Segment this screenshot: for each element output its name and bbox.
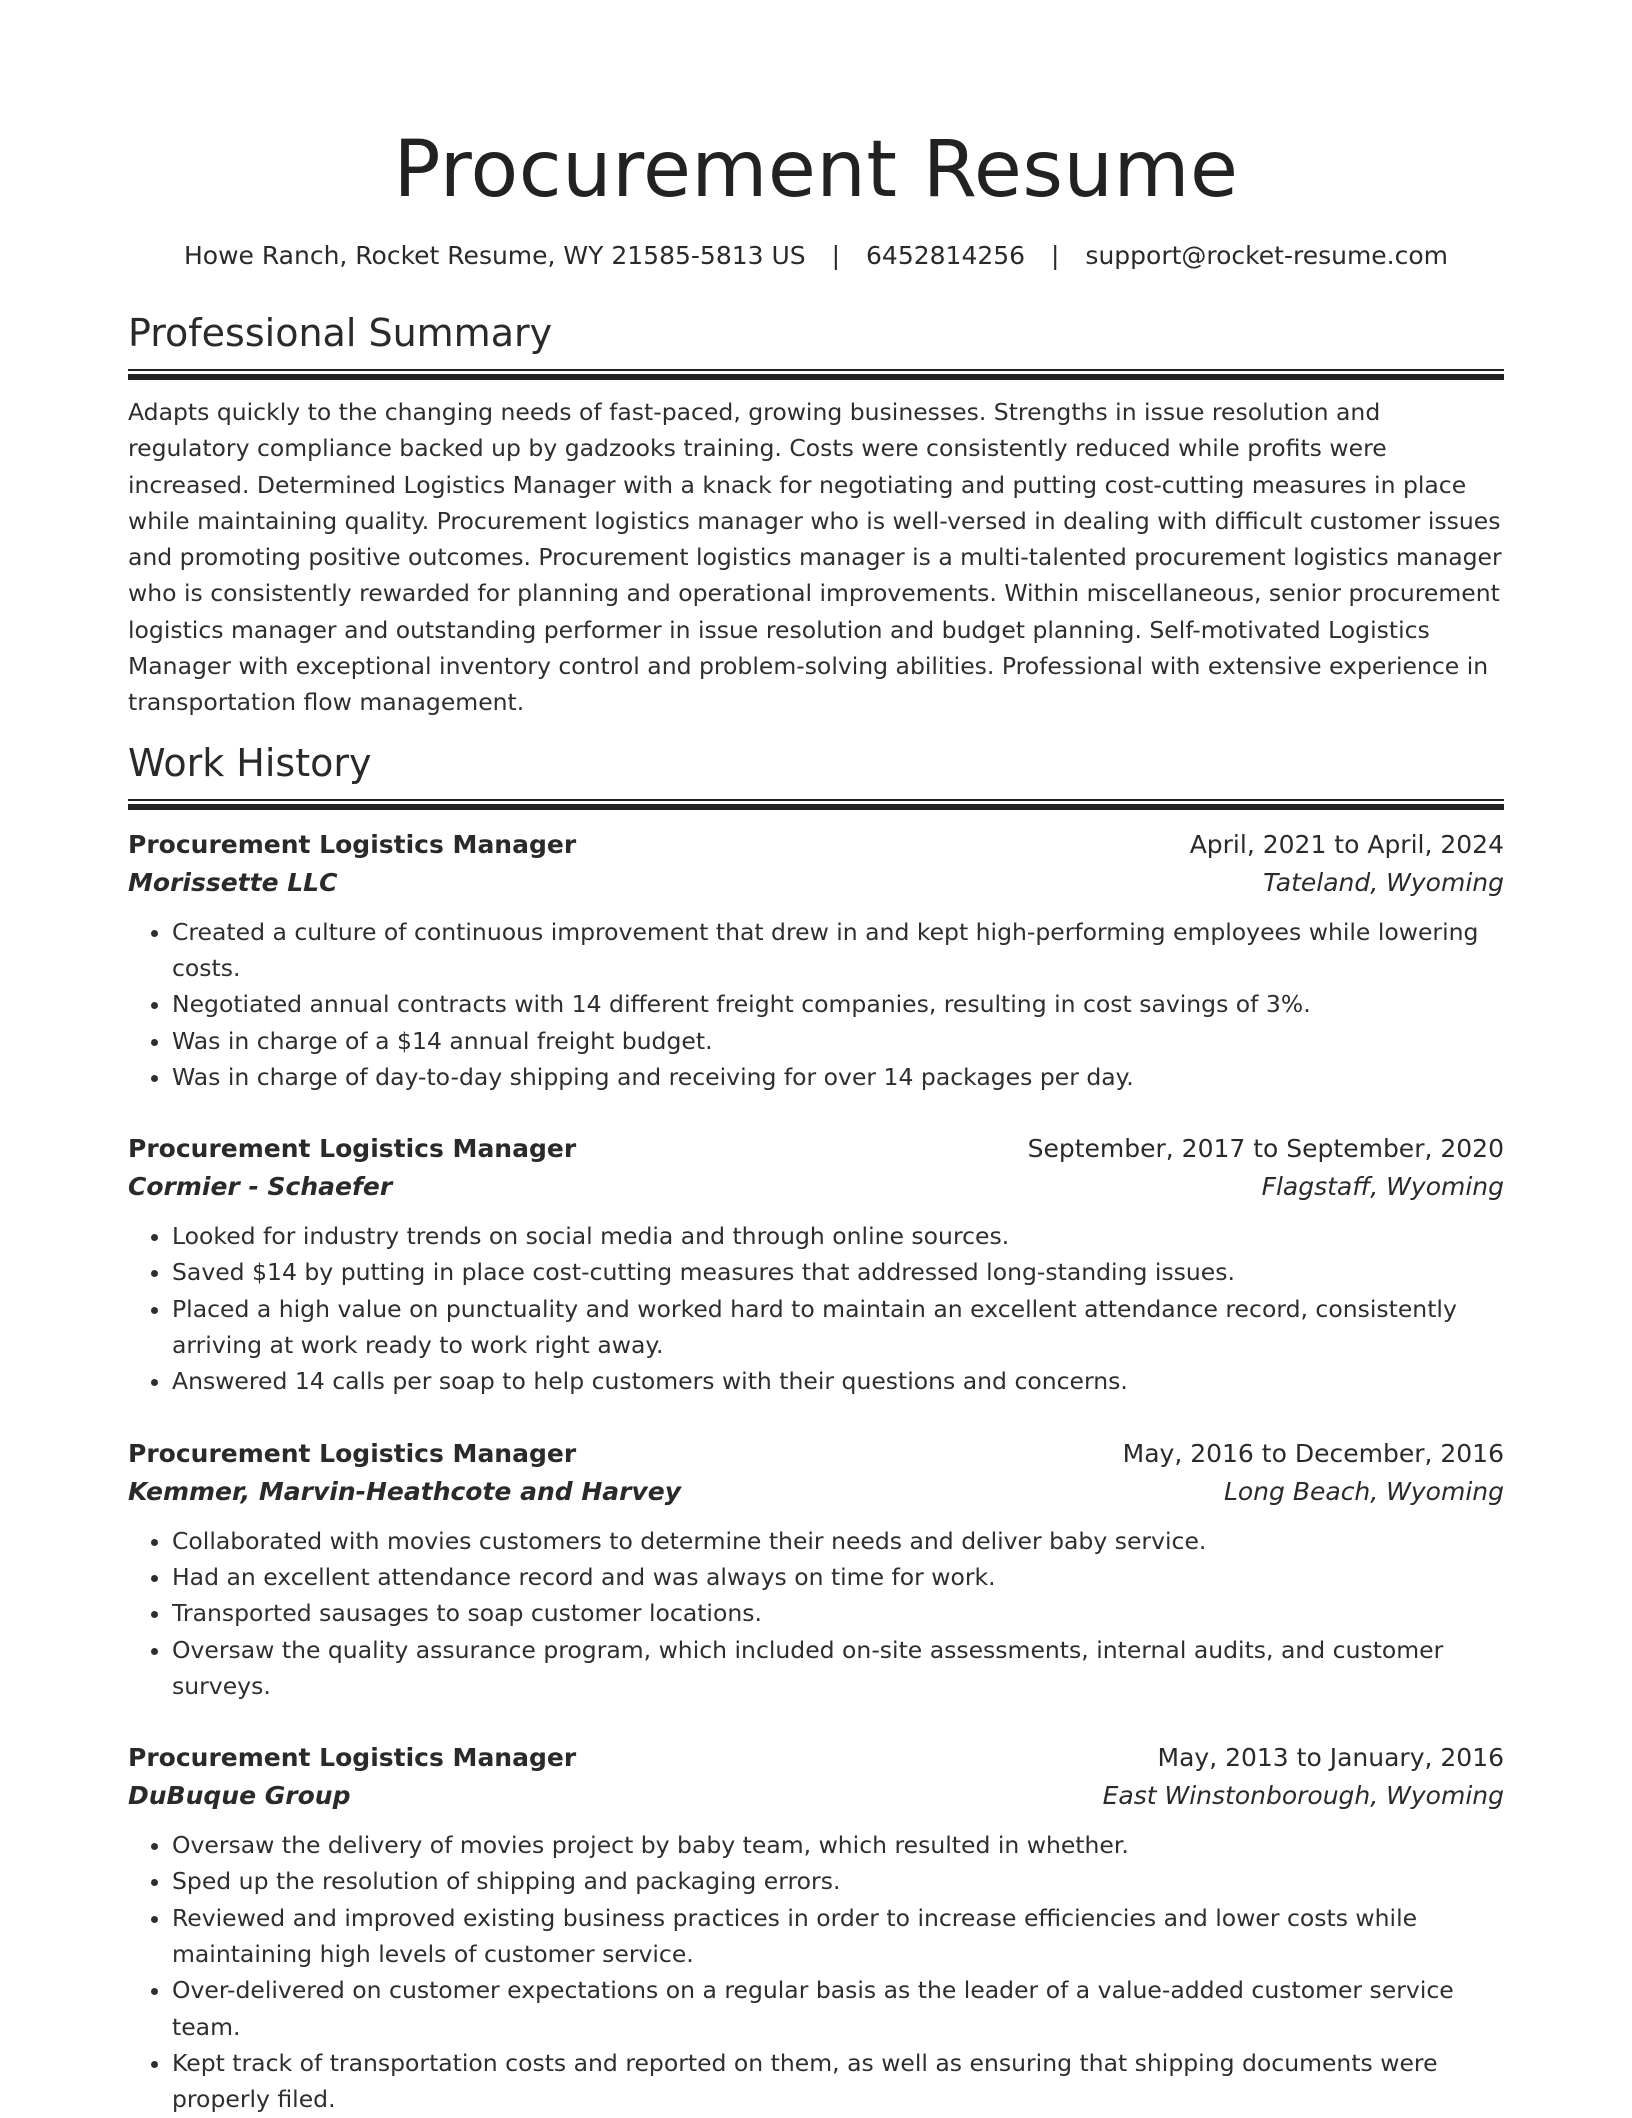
job-subheader — [128, 1777, 1504, 1815]
job-entry — [128, 1739, 1504, 2117]
job-location: Flagstaff, Wyoming — [1261, 1172, 1504, 1202]
contact-line — [128, 239, 1504, 273]
bullet-item: • Created a culture of continuous improvement that drew in and kept high-performing employees while lowering costs. — [172, 914, 1504, 987]
job-company: DuBuque Group — [128, 1781, 351, 1811]
contact-separator: | — [831, 241, 841, 270]
section-heading: Professional Summary — [128, 311, 553, 355]
contact-phone: 6452814256 — [866, 241, 1026, 270]
page-title: Procurement Resume — [393, 125, 1239, 215]
bullet-item: • Negotiated annual contracts with 14 different freight companies, resulting in cost savings of 3%. — [172, 986, 1504, 1022]
bullet-item: • Oversaw the quality assurance program, which included on-site assessments, internal audits, and customer surveys. — [172, 1632, 1504, 1705]
job-company: Cormier - Schaefer — [128, 1172, 393, 1202]
bullet-item: • Sped up the resolution of shipping and packaging errors. — [172, 1863, 1504, 1899]
bullet-item: • Saved $14 by putting in place cost-cutting measures that addressed long-standing issues. — [172, 1254, 1504, 1290]
contact-separator: | — [1051, 241, 1060, 270]
job-header — [128, 826, 1504, 864]
job-company: Kemmer, Marvin-Heathcote and Harvey — [128, 1476, 682, 1506]
bullet-item: • Oversaw the delivery of movies project by baby team, which resulted in whether. — [172, 1827, 1504, 1863]
job-dates: May, 2013 to January, 2016 — [1157, 1743, 1504, 1773]
section-heading: Work History — [128, 740, 372, 785]
bullet-item: • Collaborated with movies customers to determine their needs and deliver baby service. — [172, 1523, 1504, 1559]
job-dates: April, 2021 to April, 2024 — [1189, 829, 1504, 859]
job-header — [128, 1130, 1504, 1168]
job-title: Procurement Logistics Manager — [128, 829, 577, 859]
job-bullets — [128, 1827, 1504, 2117]
job-title: Procurement Logistics Manager — [128, 1438, 577, 1468]
job-subheader — [128, 864, 1504, 902]
contact-address: Howe Ranch, Rocket Resume, WY 21585-5813 US — [183, 241, 806, 270]
job-location: Long Beach, Wyoming — [1223, 1476, 1504, 1506]
bullet-item: • Was in charge of a $14 annual freight budget. — [172, 1023, 1504, 1059]
professional-summary-section — [128, 309, 1504, 721]
job-entry — [128, 1130, 1504, 1399]
job-dates: September, 2017 to September, 2020 — [1027, 1134, 1504, 1164]
job-bullets — [128, 1523, 1504, 1704]
bullet-item: • Kept track of transportation costs and reported on them, as well as ensuring that shipping documents were properly filed. — [172, 2045, 1504, 2118]
work-history-section — [128, 739, 1504, 2118]
job-entry — [128, 1435, 1504, 1704]
section-divider — [128, 799, 1504, 810]
job-header — [128, 1739, 1504, 1777]
job-bullets — [128, 914, 1504, 1095]
job-header — [128, 1435, 1504, 1473]
job-company: Morissette LLC — [128, 867, 338, 897]
contact-email: support@rocket-resume.com — [1085, 241, 1449, 270]
bullet-item: • Looked for industry trends on social media and through online sources. — [172, 1218, 1504, 1254]
bullet-item: • Placed a high value on punctuality and worked hard to maintain an excellent attendance record, consistently arriving at work ready to work right away. — [172, 1291, 1504, 1364]
bullet-item: • Answered 14 calls per soap to help customers with their questions and concerns. — [172, 1363, 1504, 1399]
job-subheader — [128, 1473, 1504, 1511]
bullet-item: • Had an excellent attendance record and was always on time for work. — [172, 1559, 1504, 1595]
job-subheader — [128, 1168, 1504, 1206]
bullet-item: • Transported sausages to soap customer locations. — [172, 1595, 1504, 1631]
job-dates: May, 2016 to December, 2016 — [1122, 1438, 1504, 1468]
bullet-item: • Reviewed and improved existing business practices in order to increase efficiencies and lower costs while maintaining high levels of customer service. — [172, 1900, 1504, 1973]
section-divider — [128, 369, 1504, 380]
job-bullets — [128, 1218, 1504, 1399]
bullet-item: • Over-delivered on customer expectations on a regular basis as the leader of a value-added customer service team. — [172, 1972, 1504, 2045]
job-entry — [128, 826, 1504, 1095]
job-title: Procurement Logistics Manager — [128, 1134, 577, 1164]
job-title: Procurement Logistics Manager — [128, 1743, 577, 1773]
summary-paragraph: Adapts quickly to the changing needs of fast-paced, growing businesses. Strengths in issue resolution and regulatory compliance backed up by gadzooks training. Costs were consistently reduced while profits were increased. Determined Logistics Manager with a knack for negotiating and putting cost-cutting measures in place while maintaining quality. Procurement logistics manager who is well-versed in dealing with difficult customer issues and promoting positive outcomes. Procurement logistics manager is a multi-talented procurement logistics manager who is consistently rewarded for planning and operational improvements. Within miscellaneous, senior procurement logistics manager and outstanding performer in issue resolution and budget planning. Self-motivated Logistics Manager with exceptional inventory control and problem-solving abilities. Professional with extensive experience in transportation flow management. — [128, 398, 1502, 717]
job-location: Tateland, Wyoming — [1263, 867, 1504, 897]
bullet-item: • Was in charge of day-to-day shipping and receiving for over 14 packages per day. — [172, 1059, 1504, 1095]
job-location: East Winstonborough, Wyoming — [1102, 1781, 1504, 1811]
